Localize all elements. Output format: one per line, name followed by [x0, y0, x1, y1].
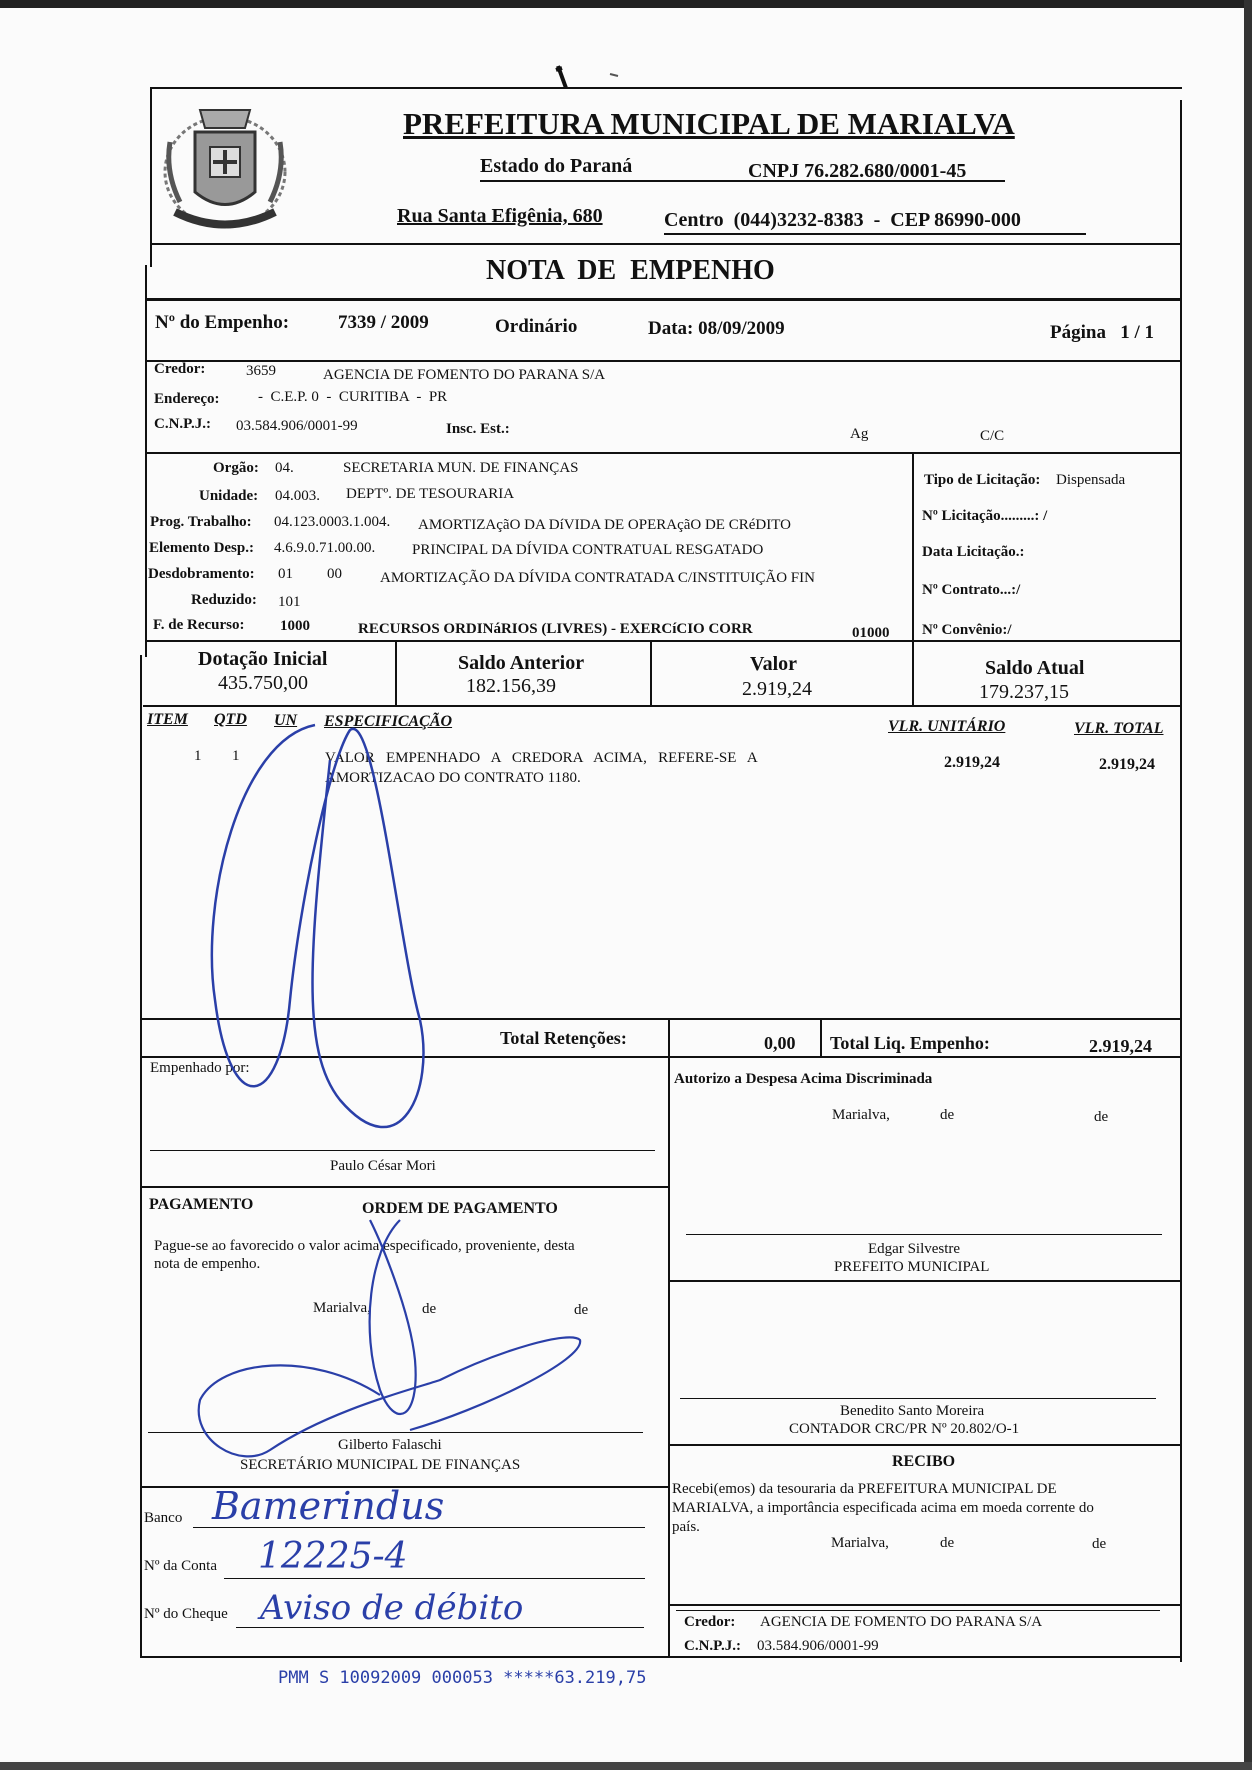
cnpj-label: C.N.P.J.: [154, 416, 211, 432]
autorizo-label: Autorizo a Despesa Acima Discriminada [674, 1071, 933, 1087]
rule-recibo [668, 1604, 1181, 1606]
secretario-signature [180, 1210, 600, 1510]
rule-empenho [147, 360, 1181, 362]
frame-left-mid [145, 265, 147, 657]
doc-title: NOTA DE EMPENHO [486, 255, 775, 286]
empenhado-por-name: Paulo César Mori [330, 1158, 436, 1174]
pag-de2: de [574, 1302, 589, 1318]
frame-bottom [140, 1656, 1182, 1658]
saldo-atual-label: Saldo Atual [985, 657, 1085, 679]
empenho-num-label: Nº do Empenho: [155, 312, 290, 333]
rec-de1: de [940, 1535, 955, 1551]
aut-de2: de [1094, 1109, 1109, 1125]
desd-code1: 01 [278, 566, 293, 582]
prog-label: Prog. Trabalho: [150, 514, 252, 530]
rec-de2: de [1092, 1536, 1107, 1552]
orgao-label: Orgão: [213, 460, 259, 476]
rec-code2: 01000 [852, 625, 890, 641]
rule-prefeito [668, 1280, 1181, 1282]
scan-border-top [0, 0, 1252, 8]
pague-line1: Pague-se ao favorecido o valor acima especificado, proveniente, desta [154, 1238, 575, 1254]
col-un: UN [274, 712, 298, 729]
dotacao-label: Dotação Inicial [198, 648, 328, 670]
rule-liq [820, 1018, 822, 1058]
rule-credor [147, 452, 1181, 454]
col-qtd: QTD [214, 711, 247, 728]
col-item: ITEM [147, 711, 188, 728]
contador-name: Benedito Santo Moreira [840, 1403, 985, 1419]
total-retencoes-label: Total Retenções: [500, 1028, 627, 1048]
handwritten-cheque: Aviso de débito [260, 1588, 524, 1628]
conta-line [224, 1578, 645, 1579]
contador-sign-line [680, 1398, 1156, 1399]
lic-num: Nº Licitação.........: / [922, 508, 1048, 524]
item-unit-value: 2.919,24 [944, 754, 1000, 771]
elem-label: Elemento Desp.: [149, 540, 254, 556]
rec-label: F. de Recurso: [153, 617, 245, 633]
item-total-value: 2.919,24 [1099, 756, 1155, 773]
rule-center [668, 1018, 670, 1658]
header-district-phone: Centro (044)3232-8383 - CEP 86990-000 [664, 209, 1021, 231]
orgao-code: 04. [275, 460, 294, 476]
recibo-title: RECIBO [892, 1453, 956, 1470]
unidade-name: DEPTº. DE TESOURARIA [346, 486, 515, 502]
item-spec-line1: VALOR EMPENHADO A CREDORA ACIMA, REFERE-SE A [325, 750, 758, 766]
endereco-label: Endereço: [154, 391, 220, 407]
empenho-type: Ordinário [495, 316, 578, 337]
scan-border-right [1244, 0, 1252, 1770]
lic-contrato: Nº Contrato...:/ [922, 582, 1021, 598]
cnpj-value: 03.584.906/0001-99 [236, 418, 358, 434]
col-vlr-unitario: VLR. UNITÁRIO [888, 718, 1006, 735]
desd-label: Desdobramento: [148, 566, 255, 582]
scan-border-bottom [0, 1762, 1252, 1770]
rec-marialva: Marialva, [831, 1535, 889, 1551]
recibo-line3: país. [672, 1519, 700, 1535]
valor-label: Valor [750, 653, 798, 675]
header-phone-rule [664, 233, 1086, 235]
dotacao-value: 435.750,00 [218, 672, 308, 694]
credor-name: AGENCIA DE FOMENTO DO PARANA S/A [323, 367, 606, 383]
empenhado-signature [200, 700, 460, 1150]
col-vlr-total: VLR. TOTAL [1074, 720, 1164, 737]
header-title: PREFEITURA MUNICIPAL DE MARIALVA [403, 106, 1015, 141]
insc-label: Insc. Est.: [446, 421, 510, 437]
orgao-name: SECRETARIA MUN. DE FINANÇAS [343, 460, 579, 476]
saldo-atual-value: 179.237,15 [979, 681, 1069, 703]
empenho-page: Página 1 / 1 [1050, 322, 1154, 343]
rule-lic-vert [912, 452, 914, 707]
cc-label: C/C [980, 428, 1005, 444]
prefeito-title: PREFEITO MUNICIPAL [834, 1259, 990, 1275]
handwritten-conta: 12225-4 [258, 1536, 408, 1577]
contador-title: CONTADOR CRC/PR Nº 20.802/O-1 [789, 1421, 1020, 1437]
banco-label: Banco [144, 1510, 183, 1526]
empenho-date: Data: 08/09/2009 [648, 318, 785, 339]
prefeito-sign-line [686, 1234, 1162, 1235]
ordem-pagamento-label: ORDEM DE PAGAMENTO [362, 1200, 558, 1217]
credor-label: Credor: [154, 361, 206, 377]
recibo-line2: MARIALVA, a importância especificada acima em moeda corrente do [672, 1500, 1094, 1516]
col-especificacao: ESPECIFICAÇÃO [324, 713, 453, 730]
total-liq-value: 2.919,24 [1089, 1036, 1152, 1056]
conta-label: Nº da Conta [144, 1558, 217, 1574]
red-label: Reduzido: [191, 592, 257, 608]
elem-code: 4.6.9.0.71.00.00. [274, 540, 376, 556]
aut-marialva: Marialva, [832, 1107, 890, 1123]
rule-saldo-2 [650, 640, 652, 706]
credor-code: 3659 [246, 363, 276, 379]
header-address: Rua Santa Efigênia, 680 [397, 205, 603, 227]
elem-name: PRINCIPAL DA DÍVIDA CONTRATUAL RESGATADO [412, 542, 764, 558]
aut-de1: de [940, 1107, 955, 1123]
frame-right [1180, 100, 1182, 1662]
prog-code: 04.123.0003.1.004. [274, 514, 391, 530]
handwritten-banco: Bamerindus [212, 1484, 445, 1528]
prog-name: AMORTIZAçãO DA DíVIDA DE OPERAçãO DE CRéDITO [418, 517, 791, 533]
secretario-name: Gilberto Falaschi [338, 1437, 442, 1453]
recibo-cnpj-label: C.N.P.J.: [684, 1638, 741, 1654]
rule-contador [668, 1444, 1181, 1446]
rec-code: 1000 [280, 618, 310, 634]
unidade-label: Unidade: [199, 488, 259, 504]
frame-left-bottom [140, 655, 142, 1657]
cheque-label: Nº do Cheque [144, 1606, 228, 1622]
recibo-credor-value: AGENCIA DE FOMENTO DO PARANA S/A [760, 1614, 1043, 1630]
lic-convenio: Nº Convênio:/ [922, 622, 1012, 638]
lic-tipo-label: Tipo de Licitação: [924, 472, 1041, 488]
valor-value: 2.919,24 [742, 678, 812, 700]
lic-tipo-value: Dispensada [1056, 472, 1126, 488]
prefeito-name: Edgar Silvestre [868, 1241, 961, 1257]
header-state: Estado do Paraná [480, 155, 633, 177]
scan-mark [548, 58, 628, 98]
desd-name: AMORTIZAÇÃO DA DÍVIDA CONTRATADA C/INSTITUIÇÃO FIN [380, 570, 815, 586]
rec-name: RECURSOS ORDINáRIOS (LIVRES) - EXERCíCIO CORR [358, 621, 753, 637]
item-qtd: 1 [232, 748, 240, 764]
item-spec-line2: AMORTIZACAO DO CONTRATO 1180. [325, 770, 581, 786]
rule-saldo-1 [395, 640, 397, 706]
recibo-line1: Recebi(emos) da tesouraria da PREFEITURA MUNICIPAL DE [672, 1481, 1057, 1497]
ag-label: Ag [850, 426, 869, 442]
header-cnpj: CNPJ 76.282.680/0001-45 [748, 160, 967, 182]
saldo-anterior-label: Saldo Anterior [458, 652, 585, 674]
frame-top [150, 87, 1182, 89]
desd-code2: 00 [327, 566, 342, 582]
frame-left-top [150, 87, 152, 267]
rule-header [150, 243, 1182, 245]
empenhado-por-label: Empenhado por: [150, 1060, 250, 1076]
recibo-credor-label: Credor: [684, 1614, 736, 1630]
rule-budget [145, 640, 1181, 642]
total-liq-label: Total Liq. Empenho: [830, 1033, 990, 1053]
total-retencoes-value: 0,00 [764, 1033, 796, 1053]
unidade-code: 04.003. [275, 488, 320, 504]
recibo-sign-line [676, 1610, 1160, 1611]
empenho-num: 7339 / 2009 [338, 312, 429, 333]
secretario-title: SECRETÁRIO MUNICIPAL DE FINANÇAS [240, 1457, 521, 1473]
empenhado-sign-line [150, 1150, 655, 1151]
rule-title [147, 298, 1181, 301]
endereco-value: - C.E.P. 0 - CURITIBA - PR [258, 389, 448, 405]
pag-de1: de [422, 1301, 437, 1317]
mechanical-stamp: PMM S 10092009 000053 *****63.219,75 [278, 1668, 647, 1688]
saldo-anterior-value: 182.156,39 [466, 675, 556, 697]
coat-of-arms-logo [155, 92, 295, 242]
pague-line2: nota de empenho. [154, 1256, 261, 1272]
red-value: 101 [278, 594, 301, 610]
item-number: 1 [194, 748, 202, 764]
lic-data: Data Licitação.: [922, 544, 1025, 560]
pag-marialva: Marialva, [313, 1300, 371, 1316]
rule-pagamento [141, 1186, 669, 1188]
recibo-cnpj-value: 03.584.906/0001-99 [757, 1638, 879, 1654]
pagamento-label: PAGAMENTO [149, 1196, 254, 1213]
